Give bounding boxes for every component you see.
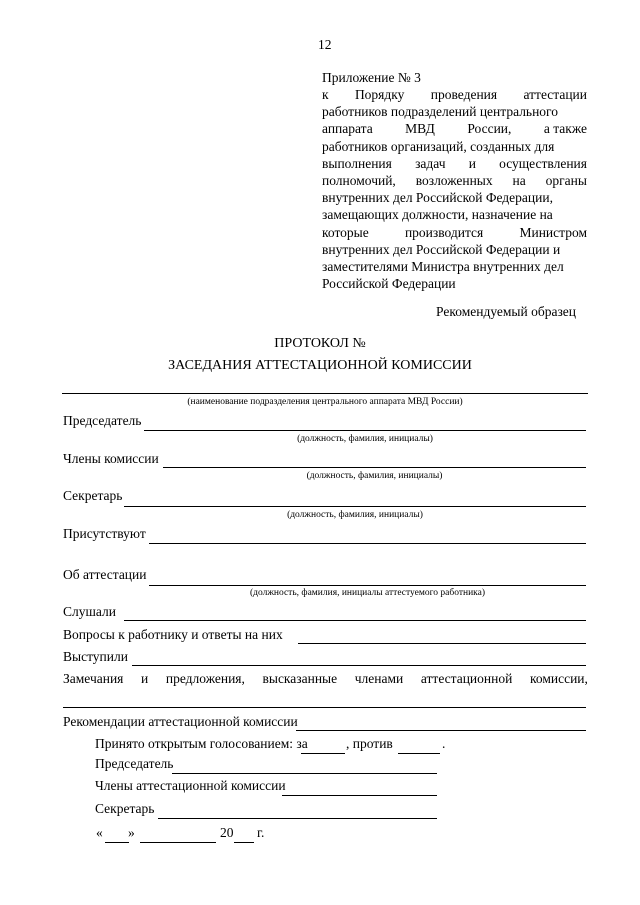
appendix-word: проведения xyxy=(430,87,498,102)
appendix-line xyxy=(322,121,587,137)
appendix-word: производится xyxy=(404,224,484,240)
appendix-word: аттестации xyxy=(523,87,587,102)
appendix-word: работников подразделений центрального xyxy=(322,104,559,120)
appendix-word: замещающих должности, назначение на xyxy=(322,207,553,223)
remarks-line[interactable] xyxy=(63,707,586,708)
protocol-subtitle: ЗАСЕДАНИЯ АТТЕСТАЦИОННОЙ КОМИССИИ xyxy=(168,358,472,373)
appendix-line xyxy=(322,190,553,206)
about-attestation-label: Об аттестации xyxy=(63,567,147,582)
sign-secretary-line[interactable] xyxy=(158,818,437,819)
appendix-word: задач xyxy=(415,155,446,171)
recommended-sample-label: Рекомендуемый образец xyxy=(436,304,577,319)
protocol-title: ПРОТОКОЛ № xyxy=(274,336,366,351)
appendix-word: выполнения xyxy=(322,155,392,171)
appendix-line xyxy=(322,104,558,120)
vote-for-line[interactable] xyxy=(301,753,345,754)
present-line[interactable] xyxy=(149,543,586,544)
recommendations-label: Рекомендации аттестационной комиссии xyxy=(63,714,298,729)
recommendations-line[interactable] xyxy=(296,730,586,731)
heard-label: Слушали xyxy=(63,604,116,619)
appendix-word: аппарата xyxy=(322,121,373,137)
appendix-line xyxy=(322,156,587,172)
remarks-label xyxy=(63,671,588,687)
appendix-line xyxy=(322,173,587,189)
appendix-title: Приложение № 3 xyxy=(322,70,421,85)
appendix-line xyxy=(322,259,564,275)
remarks-word: и xyxy=(141,671,149,686)
spoke-label: Выступили xyxy=(63,649,128,664)
sign-chairman-label: Председатель xyxy=(95,756,174,771)
members-label: Члены комиссии xyxy=(63,451,159,466)
appendix-line xyxy=(322,87,587,103)
remarks-word: членами xyxy=(354,671,404,686)
appendix-line xyxy=(322,139,554,155)
appendix-word: на xyxy=(512,173,526,188)
appendix-word: возложенных xyxy=(415,173,493,188)
appendix-word: МВД xyxy=(405,121,435,137)
secretary-label: Секретарь xyxy=(63,488,123,503)
secretary-caption: (должность, фамилия, инициалы) xyxy=(287,510,423,520)
chairman-label: Председатель xyxy=(63,413,142,428)
appendix-word: органы xyxy=(545,173,587,188)
appendix-line xyxy=(322,242,560,258)
present-label: Присутствуют xyxy=(63,526,146,541)
date-century: 20 xyxy=(220,825,234,840)
appendix-line xyxy=(322,207,553,223)
appendix-line xyxy=(322,276,456,292)
appendix-word: которые xyxy=(322,224,369,240)
questions-line[interactable] xyxy=(298,643,586,644)
members-line[interactable] xyxy=(163,467,586,468)
sign-chairman-line[interactable] xyxy=(172,773,437,774)
remarks-word: высказанные xyxy=(262,671,338,686)
appendix-word: внутренних дел Российской Федерации, xyxy=(322,190,553,206)
members-caption: (должность, фамилия, инициалы) xyxy=(306,471,443,481)
page-number: 12 xyxy=(318,37,332,52)
appendix-word: Российской Федерации xyxy=(322,276,456,292)
questions-label: Вопросы к работнику и ответы на них xyxy=(63,627,283,642)
about-attestation-line[interactable] xyxy=(149,585,586,586)
employee-caption: (должность, фамилия, инициалы аттестуемого работника) xyxy=(249,588,486,598)
spoke-line[interactable] xyxy=(132,665,586,666)
date-month-line[interactable] xyxy=(140,842,216,843)
division-caption: (наименование подразделения центрального аппарата МВД России) xyxy=(187,397,463,407)
appendix-word: и xyxy=(468,155,476,171)
appendix-word: Министром xyxy=(519,224,587,240)
division-line[interactable] xyxy=(62,393,588,394)
date-year-suffix: г. xyxy=(257,825,265,840)
remarks-word: предложения, xyxy=(165,671,245,686)
vote-end: . xyxy=(442,736,446,751)
remarks-word: комиссии, xyxy=(529,671,588,686)
vote-against-label: , против xyxy=(346,736,393,751)
appendix-word: а также xyxy=(543,121,587,137)
appendix-word: внутренних дел Российской Федерации и xyxy=(322,241,561,257)
appendix-word: к xyxy=(322,87,329,102)
remarks-word: Замечания xyxy=(63,671,124,686)
date-day-line[interactable] xyxy=(105,842,129,843)
appendix-word: заместителями Министра внутренних дел xyxy=(322,259,564,274)
sign-members-label: Члены аттестационной комиссии xyxy=(95,778,286,793)
date-open-quote: « xyxy=(96,825,103,840)
chairman-line[interactable] xyxy=(144,430,586,431)
appendix-word: России, xyxy=(467,121,512,137)
date-close-quote: » xyxy=(128,825,135,840)
appendix-word: Порядку xyxy=(354,87,405,102)
chairman-caption: (должность, фамилия, инициалы) xyxy=(297,434,433,444)
date-year-line[interactable] xyxy=(234,842,254,843)
appendix-word: осуществления xyxy=(499,155,587,171)
sign-secretary-label: Секретарь xyxy=(95,801,155,816)
appendix-word: полномочий, xyxy=(322,173,396,188)
heard-line[interactable] xyxy=(124,620,586,621)
appendix-word: работников организаций, созданных для xyxy=(322,138,555,154)
secretary-line[interactable] xyxy=(124,506,586,507)
remarks-word: аттестационной xyxy=(420,671,513,686)
vote-prefix: Принято открытым голосованием: за xyxy=(95,736,308,751)
appendix-line xyxy=(322,225,587,241)
vote-against-line[interactable] xyxy=(398,753,440,754)
sign-members-line[interactable] xyxy=(282,795,437,796)
